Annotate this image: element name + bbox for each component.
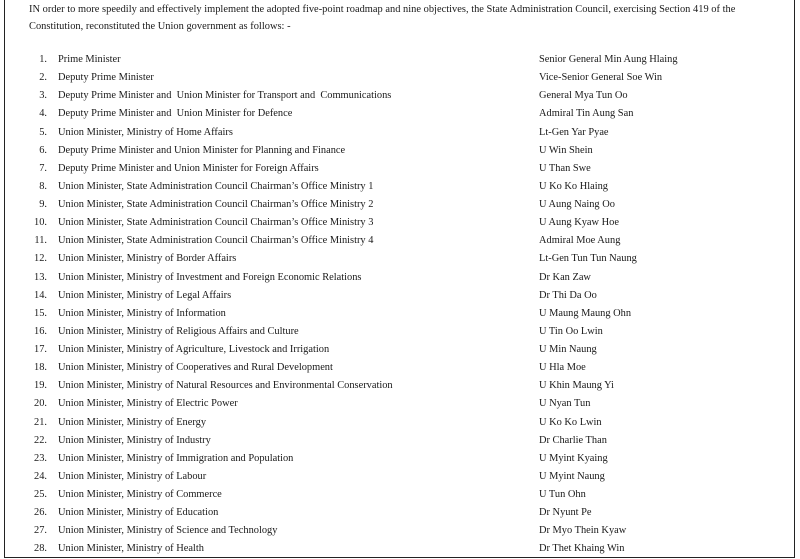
position-title: Union Minister, Ministry of Legal Affairs [58,289,232,301]
position-title: Deputy Prime Minister and Union Minister for Planning and Finance [58,144,346,156]
appointee-name: U Myint Kyaing [539,452,608,464]
list-item [0,69,800,87]
list-item [0,504,800,522]
position-title: Union Minister, Ministry of Industry [58,434,211,446]
item-number: 5. [39,126,47,138]
appointee-name: U Than Swe [539,162,591,174]
item-number: 25. [34,489,47,500]
list-item [0,87,800,105]
item-number: 10. [34,217,47,229]
appointee-name: U Myint Naung [539,470,605,482]
position-title: Union Minister, Ministry of Electric Power [58,398,238,410]
list-item [0,232,800,250]
appointee-name: Vice-Senior General Soe Win [539,72,663,84]
position-title: Deputy Prime Minister and Union Minister for Defence [58,108,293,120]
appointee-name: Dr Charlie Than [539,434,607,446]
appointee-name: U Khin Maung Yi [539,380,614,392]
position-title: Union Minister, Ministry of Education [58,507,219,519]
appointee-name: Dr Thet Khaing Win [539,543,625,555]
position-title: Union Minister, State Administration Council Chairman’s Office Ministry 2 [58,199,374,210]
list-item [0,395,800,413]
list-item [0,160,800,178]
list-item [0,287,800,305]
appointee-name: U Nyan Tun [539,398,591,410]
item-number: 14. [34,289,47,301]
appointee-name: U Maung Maung Ohn [539,307,632,319]
position-title: Union Minister, Ministry of Investment and Foreign Economic Relations [58,271,362,283]
position-title: Union Minister, Ministry of Home Affairs [58,126,233,138]
item-number: 23. [34,452,47,464]
intro-paragraph: IN order to more speedily and effectively implement the adopted five-point roadmap and nine objectives, the State Administration Council, exercising Section 419 of the Constitution, reconstituted the Union government as follows: - [29,4,736,32]
item-number: 7. [39,162,47,174]
position-title: Union Minister, Ministry of Labour [58,470,207,482]
item-number: 4. [39,108,47,120]
list-item [0,414,800,432]
position-title: Union Minister, Ministry of Health [58,543,204,555]
position-title: Union Minister, Ministry of Religious Affairs and Culture [58,325,299,337]
item-number: 28. [34,543,47,555]
appointee-name: Dr Nyunt Pe [539,507,592,519]
item-number: 11. [34,235,47,247]
list-item [0,341,800,359]
item-number: 6. [39,144,47,156]
position-title: Union Minister, Ministry of Agriculture, Livestock and Irrigation [58,344,330,355]
item-number: 18. [34,362,47,374]
appointee-name: Lt-Gen Yar Pyae [539,126,609,138]
position-title: Union Minister, Ministry of Energy [58,416,207,428]
item-number: 24. [34,470,47,482]
appointee-name: U Aung Naing Oo [539,199,615,210]
item-number: 17. [34,344,47,355]
appointee-name: Dr Kan Zaw [539,271,591,283]
list-item [0,51,800,69]
item-number: 26. [34,507,47,519]
position-title: Union Minister, Ministry of Natural Resources and Environmental Conservation [58,380,393,392]
item-number: 9. [39,199,47,210]
list-item [0,214,800,232]
item-number: 16. [34,325,47,337]
position-title: Deputy Prime Minister and Union Minister for Transport and Communications [58,90,392,102]
appointee-name: U Tin Oo Lwin [539,325,603,337]
appointee-name: U Ko Ko Lwin [539,416,602,428]
appointee-name: U Tun Ohn [539,489,586,500]
list-item [0,522,800,540]
position-title: Union Minister, Ministry of Science and Technology [58,525,278,537]
list-item [0,432,800,450]
position-title: Deputy Prime Minister [58,72,154,84]
appointment-list [0,51,800,559]
appointee-name: U Win Shein [539,144,593,156]
list-item [0,323,800,341]
list-item [0,486,800,504]
appointee-name: Senior General Min Aung Hlaing [539,54,678,65]
list-item [0,196,800,214]
appointee-name: U Hla Moe [539,362,586,374]
item-number: 2. [39,72,47,84]
position-title: Union Minister, State Administration Council Chairman’s Office Ministry 1 [58,180,374,192]
list-item [0,450,800,468]
list-item [0,269,800,287]
item-number: 19. [34,380,47,392]
list-item [0,124,800,142]
position-title: Deputy Prime Minister and Union Minister for Foreign Affairs [58,162,319,174]
item-number: 22. [34,434,47,446]
list-item [0,305,800,323]
list-item [0,468,800,486]
list-item [0,250,800,268]
item-number: 3. [39,90,47,102]
item-number: 15. [34,307,47,319]
position-title: Prime Minister [58,54,121,65]
position-title: Union Minister, Ministry of Cooperatives and Rural Development [58,362,333,374]
appointee-name: General Mya Tun Oo [539,90,628,102]
appointee-name: Lt-Gen Tun Tun Naung [539,253,637,265]
item-number: 8. [39,180,47,192]
item-number: 21. [34,416,47,428]
list-item [0,377,800,395]
position-title: Union Minister, Ministry of Immigration and Population [58,452,294,464]
list-item [0,105,800,123]
list-item [0,359,800,377]
item-number: 13. [34,271,47,283]
position-title: Union Minister, Ministry of Commerce [58,489,222,500]
appointee-name: Admiral Tin Aung San [539,108,634,120]
position-title: Union Minister, State Administration Council Chairman’s Office Ministry 4 [58,235,374,247]
item-number: 12. [34,253,47,265]
appointee-name: Dr Myo Thein Kyaw [539,525,627,537]
position-title: Union Minister, State Administration Council Chairman’s Office Ministry 3 [58,217,374,229]
appointee-name: U Min Naung [539,344,597,355]
list-item [0,178,800,196]
position-title: Union Minister, Ministry of Border Affairs [58,253,237,265]
item-number: 1. [39,54,47,65]
position-title: Union Minister, Ministry of Information [58,307,226,319]
appointee-name: U Aung Kyaw Hoe [539,217,619,229]
list-item [0,540,800,558]
appointee-name: Dr Thi Da Oo [539,289,597,301]
list-item [0,142,800,160]
item-number: 20. [34,398,47,410]
appointee-name: Admiral Moe Aung [539,235,621,247]
appointee-name: U Ko Ko Hlaing [539,180,608,192]
item-number: 27. [34,525,47,537]
